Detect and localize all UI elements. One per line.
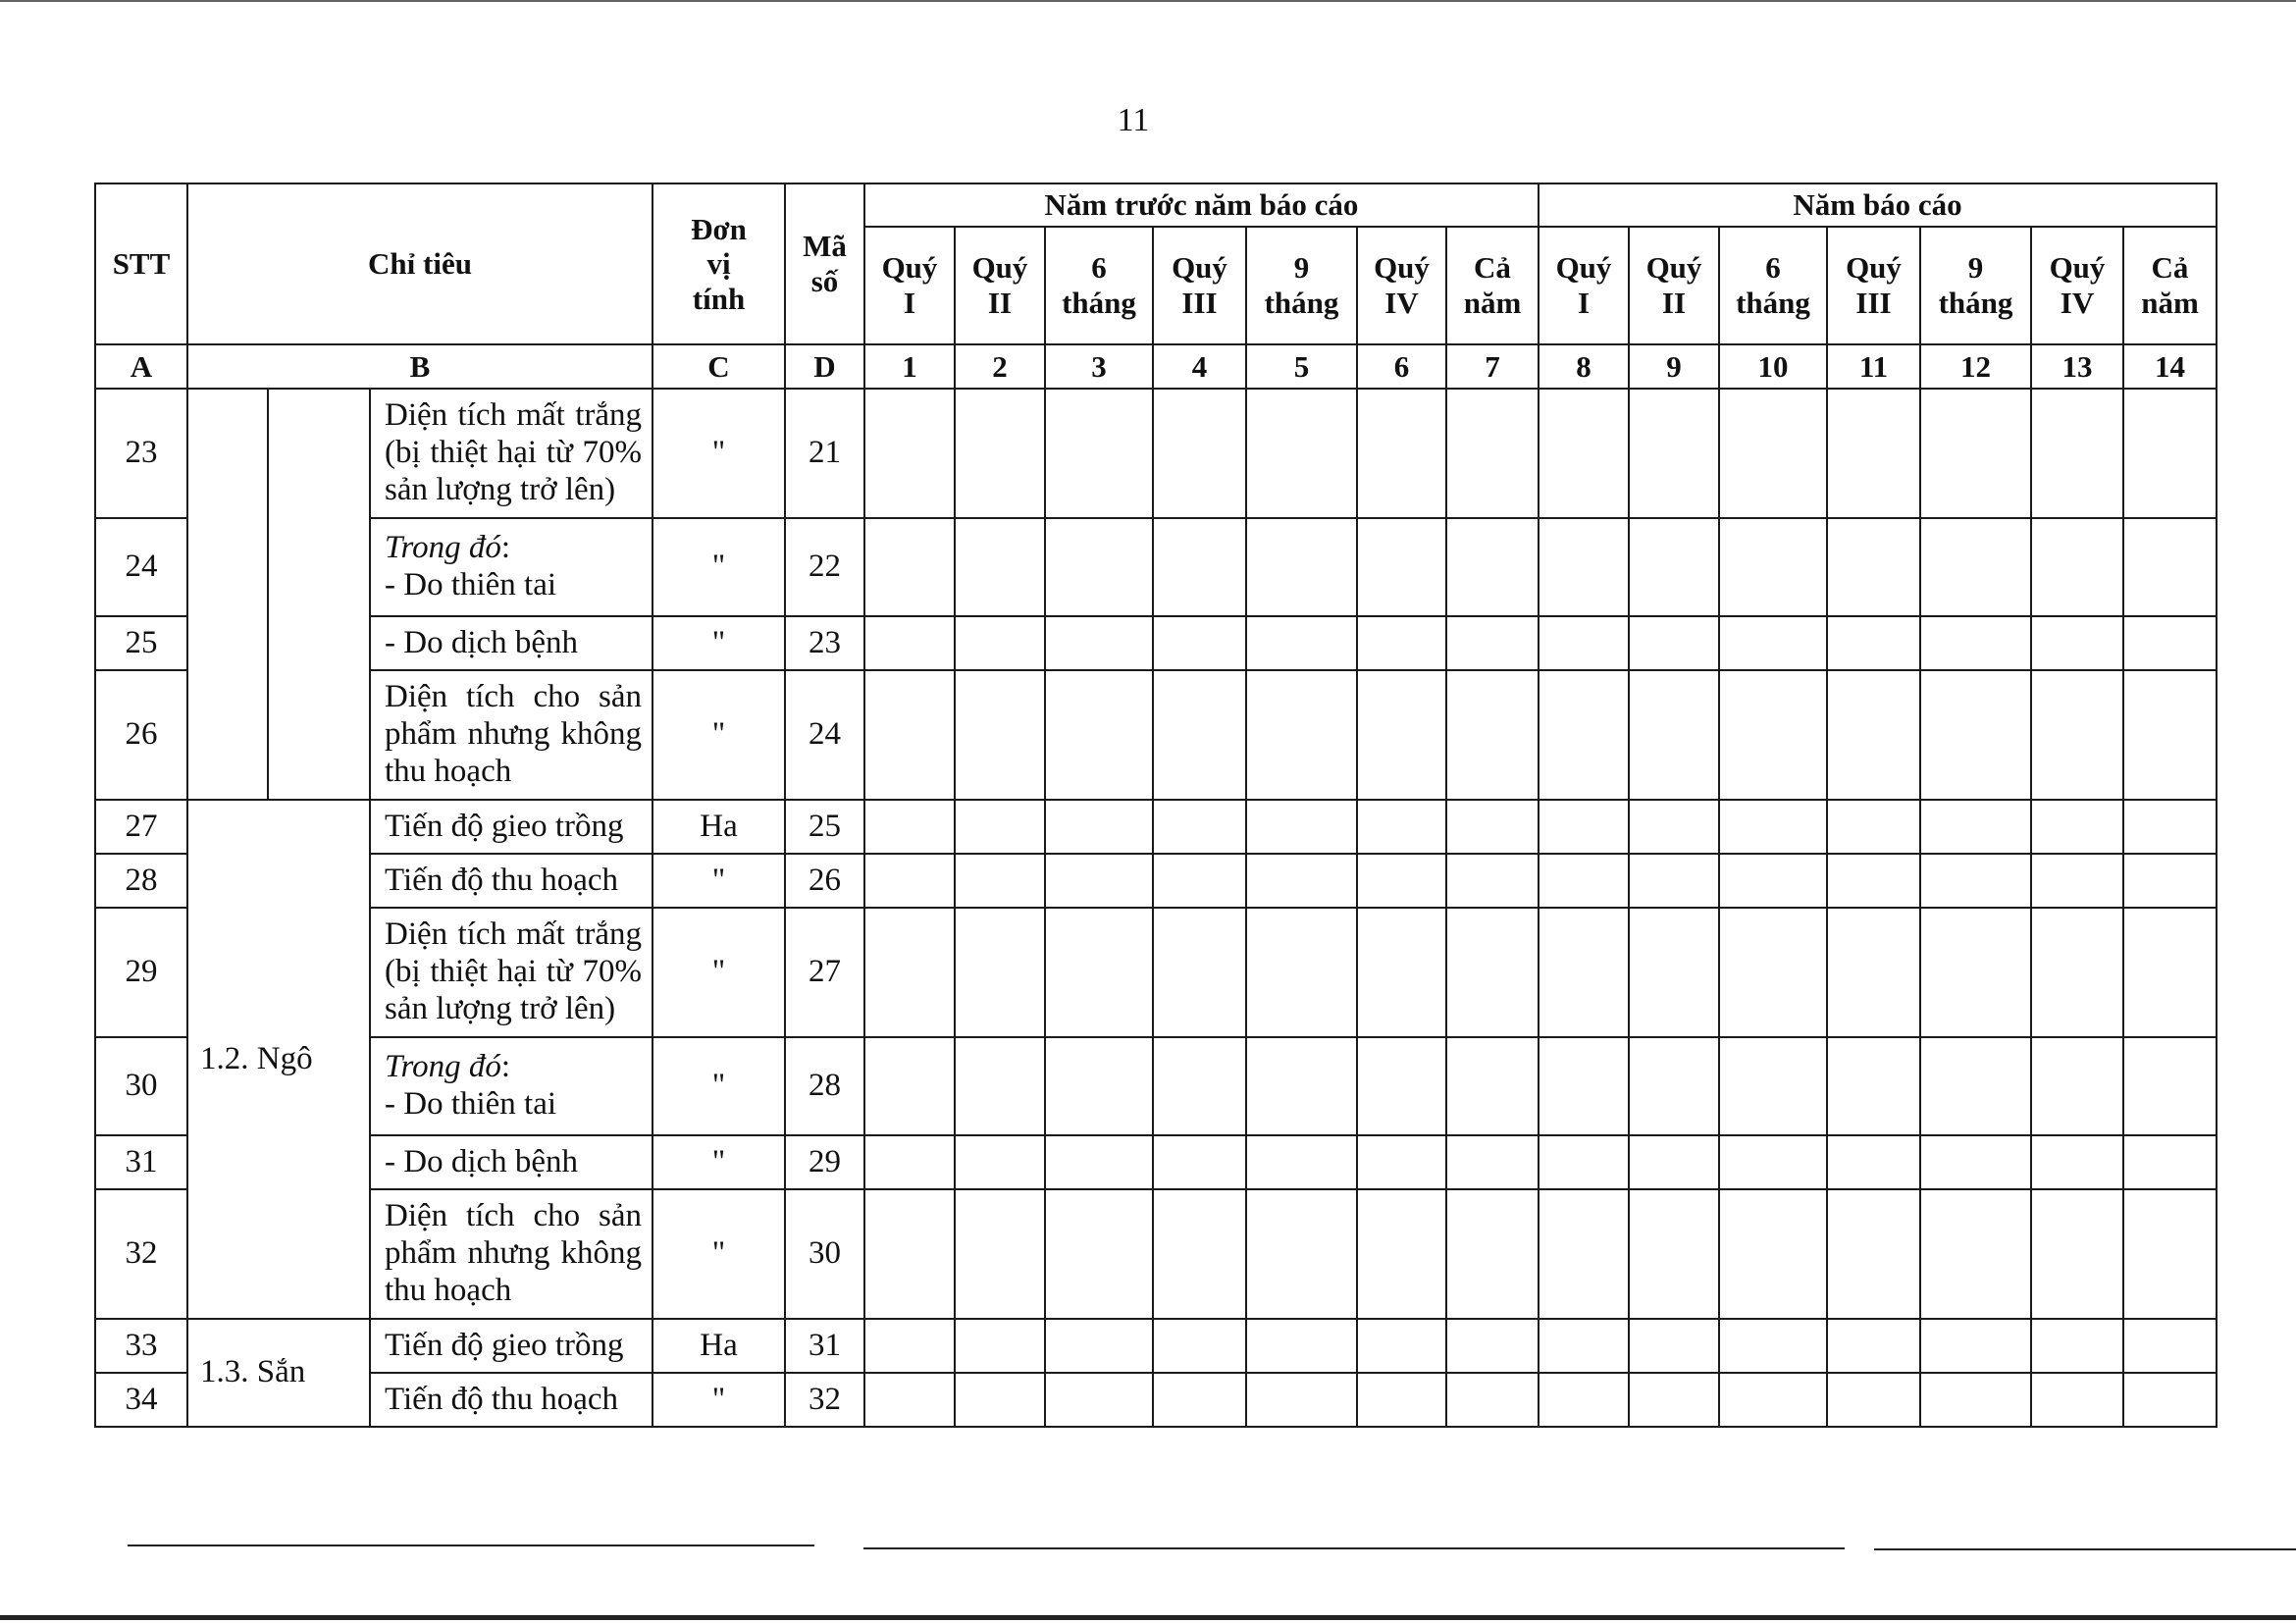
row-description: Tiến độ gieo trồng bbox=[370, 800, 652, 854]
value-cell bbox=[1920, 800, 2031, 854]
table-row bbox=[95, 1135, 2217, 1189]
table-row bbox=[95, 518, 2217, 616]
value-cell bbox=[864, 1319, 955, 1373]
column-code: B bbox=[187, 344, 652, 389]
value-cell bbox=[2031, 800, 2123, 854]
period-header: Cả năm bbox=[1446, 227, 1539, 344]
row-description-punct: : bbox=[500, 530, 511, 566]
value-cell bbox=[2031, 1189, 2123, 1319]
scan-edge-line bbox=[1874, 1548, 2296, 1550]
header-chi-tieu: Chỉ tiêu bbox=[187, 183, 652, 344]
column-number: 1 bbox=[864, 344, 955, 389]
table-row bbox=[95, 1037, 2217, 1135]
value-cell bbox=[1719, 616, 1827, 670]
value-cell bbox=[1539, 518, 1629, 616]
column-number: 2 bbox=[955, 344, 1045, 389]
value-cell bbox=[1446, 1037, 1539, 1135]
value-cell bbox=[1246, 616, 1357, 670]
value-cell bbox=[1357, 908, 1446, 1037]
column-number: 10 bbox=[1719, 344, 1827, 389]
value-cell bbox=[1827, 1189, 1920, 1319]
value-cell bbox=[1629, 1037, 1719, 1135]
value-cell bbox=[1045, 1037, 1153, 1135]
value-cell bbox=[1446, 389, 1539, 518]
value-cell bbox=[1246, 908, 1357, 1037]
value-cell bbox=[864, 616, 955, 670]
value-cell bbox=[2123, 389, 2217, 518]
column-number: 8 bbox=[1539, 344, 1629, 389]
value-cell bbox=[1827, 670, 1920, 800]
column-number: 3 bbox=[1045, 344, 1153, 389]
row-description bbox=[370, 1037, 652, 1135]
value-cell bbox=[955, 1319, 1045, 1373]
value-cell bbox=[955, 670, 1045, 800]
value-cell bbox=[2123, 1189, 2217, 1319]
value-cell bbox=[864, 518, 955, 616]
value-cell bbox=[1827, 908, 1920, 1037]
value-cell bbox=[1246, 670, 1357, 800]
row-stt: 27 bbox=[95, 800, 187, 854]
value-cell bbox=[1629, 1135, 1719, 1189]
value-cell bbox=[1246, 1189, 1357, 1319]
value-cell bbox=[1246, 1373, 1357, 1427]
row-description-emphasis: Trong đó bbox=[385, 1049, 501, 1085]
row-description: Diện tích cho sản phẩm nhưng không thu hoạch bbox=[370, 670, 652, 800]
value-cell bbox=[2123, 670, 2217, 800]
row-unit: " bbox=[652, 1189, 785, 1319]
value-cell bbox=[1246, 389, 1357, 518]
value-cell bbox=[1446, 518, 1539, 616]
header-ma-so: Mã số bbox=[785, 183, 864, 344]
table-row bbox=[95, 1189, 2217, 1319]
value-cell bbox=[2123, 1037, 2217, 1135]
column-number: 14 bbox=[2123, 344, 2217, 389]
value-cell bbox=[864, 800, 955, 854]
value-cell bbox=[1045, 908, 1153, 1037]
value-cell bbox=[2123, 616, 2217, 670]
group-label-ngo: 1.2. Ngô bbox=[187, 800, 370, 1319]
value-cell bbox=[1153, 908, 1246, 1037]
value-cell bbox=[1246, 1135, 1357, 1189]
value-cell bbox=[1246, 1319, 1357, 1373]
value-cell bbox=[1446, 1135, 1539, 1189]
value-cell bbox=[1153, 1037, 1246, 1135]
value-cell bbox=[1827, 616, 1920, 670]
row-stt: 33 bbox=[95, 1319, 187, 1373]
value-cell bbox=[1920, 670, 2031, 800]
value-cell bbox=[2031, 1373, 2123, 1427]
value-cell bbox=[1920, 1037, 2031, 1135]
value-cell bbox=[1719, 1037, 1827, 1135]
value-cell bbox=[2123, 1319, 2217, 1373]
value-cell bbox=[955, 854, 1045, 908]
value-cell bbox=[1539, 1037, 1629, 1135]
value-cell bbox=[1153, 616, 1246, 670]
period-header: Quý III bbox=[1153, 227, 1246, 344]
value-cell bbox=[1446, 1373, 1539, 1427]
value-cell bbox=[955, 1189, 1045, 1319]
period-header: Quý IV bbox=[2031, 227, 2123, 344]
value-cell bbox=[1357, 1135, 1446, 1189]
row-stt: 23 bbox=[95, 389, 187, 518]
header-report-year: Năm báo cáo bbox=[1539, 183, 2217, 227]
period-header: 9 tháng bbox=[1920, 227, 2031, 344]
value-cell bbox=[955, 800, 1045, 854]
column-number: 9 bbox=[1629, 344, 1719, 389]
value-cell bbox=[1246, 1037, 1357, 1135]
row-code: 27 bbox=[785, 908, 864, 1037]
subgroup-cell-empty bbox=[268, 389, 370, 800]
period-header: Cả năm bbox=[2123, 227, 2217, 344]
value-cell bbox=[1719, 1319, 1827, 1373]
value-cell bbox=[1920, 1189, 2031, 1319]
value-cell bbox=[864, 1373, 955, 1427]
row-unit: " bbox=[652, 908, 785, 1037]
row-description-line2: - Do thiên tai bbox=[385, 567, 557, 602]
value-cell bbox=[1920, 518, 2031, 616]
value-cell bbox=[1045, 670, 1153, 800]
scan-edge-line bbox=[0, 0, 2296, 2]
row-unit: Ha bbox=[652, 800, 785, 854]
row-stt: 31 bbox=[95, 1135, 187, 1189]
value-cell bbox=[1629, 1319, 1719, 1373]
period-header: 9 tháng bbox=[1246, 227, 1357, 344]
value-cell bbox=[2031, 1135, 2123, 1189]
column-number: 4 bbox=[1153, 344, 1246, 389]
column-number: 6 bbox=[1357, 344, 1446, 389]
value-cell bbox=[1153, 518, 1246, 616]
value-cell bbox=[1153, 1319, 1246, 1373]
row-unit: " bbox=[652, 670, 785, 800]
value-cell bbox=[1357, 1319, 1446, 1373]
value-cell bbox=[1827, 800, 1920, 854]
value-cell bbox=[1446, 800, 1539, 854]
value-cell bbox=[1357, 670, 1446, 800]
value-cell bbox=[1357, 616, 1446, 670]
value-cell bbox=[1153, 389, 1246, 518]
value-cell bbox=[955, 1373, 1045, 1427]
value-cell bbox=[1446, 908, 1539, 1037]
column-code: D bbox=[785, 344, 864, 389]
row-description: Diện tích mất trắng (bị thiệt hại từ 70% sản lượng trở lên) bbox=[370, 908, 652, 1037]
row-stt: 32 bbox=[95, 1189, 187, 1319]
row-unit: " bbox=[652, 1373, 785, 1427]
row-description: Diện tích cho sản phẩm nhưng không thu hoạch bbox=[370, 1189, 652, 1319]
row-unit: " bbox=[652, 1037, 785, 1135]
value-cell bbox=[1920, 1319, 2031, 1373]
row-description-emphasis: Trong đó bbox=[385, 530, 501, 566]
value-cell bbox=[955, 389, 1045, 518]
column-code: A bbox=[95, 344, 187, 389]
value-cell bbox=[2123, 908, 2217, 1037]
table-row bbox=[95, 1373, 2217, 1427]
value-cell bbox=[1357, 1189, 1446, 1319]
value-cell bbox=[1539, 616, 1629, 670]
value-cell bbox=[1719, 908, 1827, 1037]
column-number: 5 bbox=[1246, 344, 1357, 389]
period-header: Quý I bbox=[864, 227, 955, 344]
value-cell bbox=[1357, 1037, 1446, 1135]
row-code: 29 bbox=[785, 1135, 864, 1189]
value-cell bbox=[2031, 389, 2123, 518]
value-cell bbox=[1153, 1373, 1246, 1427]
value-cell bbox=[1045, 518, 1153, 616]
value-cell bbox=[1539, 1319, 1629, 1373]
group-label-san: 1.3. Sắn bbox=[187, 1319, 370, 1427]
row-description: - Do dịch bệnh bbox=[370, 616, 652, 670]
value-cell bbox=[864, 389, 955, 518]
table-row bbox=[95, 800, 2217, 854]
table-row bbox=[95, 616, 2217, 670]
column-number: 7 bbox=[1446, 344, 1539, 389]
value-cell bbox=[1719, 518, 1827, 616]
value-cell bbox=[1920, 1373, 2031, 1427]
value-cell bbox=[1446, 1189, 1539, 1319]
value-cell bbox=[1719, 670, 1827, 800]
value-cell bbox=[2123, 800, 2217, 854]
value-cell bbox=[1629, 908, 1719, 1037]
value-cell bbox=[2123, 854, 2217, 908]
row-unit: " bbox=[652, 854, 785, 908]
value-cell bbox=[1827, 1135, 1920, 1189]
row-code: 21 bbox=[785, 389, 864, 518]
column-number: 13 bbox=[2031, 344, 2123, 389]
value-cell bbox=[2031, 1319, 2123, 1373]
value-cell bbox=[2123, 1135, 2217, 1189]
value-cell bbox=[1827, 1373, 1920, 1427]
row-code: 31 bbox=[785, 1319, 864, 1373]
value-cell bbox=[1539, 854, 1629, 908]
value-cell bbox=[1629, 518, 1719, 616]
value-cell bbox=[1357, 1373, 1446, 1427]
value-cell bbox=[1539, 800, 1629, 854]
value-cell bbox=[1446, 854, 1539, 908]
value-cell bbox=[1045, 616, 1153, 670]
row-description: - Do dịch bệnh bbox=[370, 1135, 652, 1189]
value-cell bbox=[955, 908, 1045, 1037]
value-cell bbox=[1539, 1373, 1629, 1427]
period-header: 6 tháng bbox=[1719, 227, 1827, 344]
table-row bbox=[95, 670, 2217, 800]
value-cell bbox=[1539, 908, 1629, 1037]
row-description: Tiến độ thu hoạch bbox=[370, 1373, 652, 1427]
value-cell bbox=[1045, 1135, 1153, 1189]
row-code: 32 bbox=[785, 1373, 864, 1427]
row-unit: " bbox=[652, 518, 785, 616]
row-description bbox=[370, 518, 652, 616]
value-cell bbox=[1920, 854, 2031, 908]
value-cell bbox=[2123, 518, 2217, 616]
value-cell bbox=[2031, 670, 2123, 800]
row-description-line2: - Do thiên tai bbox=[385, 1086, 557, 1122]
value-cell bbox=[1920, 616, 2031, 670]
period-header: Quý II bbox=[955, 227, 1045, 344]
value-cell bbox=[1629, 616, 1719, 670]
row-code: 23 bbox=[785, 616, 864, 670]
value-cell bbox=[1045, 1189, 1153, 1319]
value-cell bbox=[1539, 1135, 1629, 1189]
value-cell bbox=[2031, 1037, 2123, 1135]
value-cell bbox=[1045, 1319, 1153, 1373]
row-description: Tiến độ thu hoạch bbox=[370, 854, 652, 908]
value-cell bbox=[2031, 616, 2123, 670]
value-cell bbox=[1539, 389, 1629, 518]
value-cell bbox=[1153, 1135, 1246, 1189]
value-cell bbox=[1153, 800, 1246, 854]
value-cell bbox=[2123, 1373, 2217, 1427]
value-cell bbox=[1446, 616, 1539, 670]
value-cell bbox=[1246, 518, 1357, 616]
table-row bbox=[95, 908, 2217, 1037]
value-cell bbox=[864, 1135, 955, 1189]
row-code: 30 bbox=[785, 1189, 864, 1319]
value-cell bbox=[1920, 908, 2031, 1037]
value-cell bbox=[1045, 1373, 1153, 1427]
value-cell bbox=[1357, 800, 1446, 854]
row-stt: 29 bbox=[95, 908, 187, 1037]
value-cell bbox=[1629, 670, 1719, 800]
row-description-punct: : bbox=[500, 1049, 511, 1085]
header-don-vi-tinh: Đơn vị tính bbox=[652, 183, 785, 344]
row-code: 25 bbox=[785, 800, 864, 854]
value-cell bbox=[1920, 1135, 2031, 1189]
scan-edge-line bbox=[863, 1547, 1845, 1549]
value-cell bbox=[864, 670, 955, 800]
value-cell bbox=[1539, 1189, 1629, 1319]
row-code: 26 bbox=[785, 854, 864, 908]
row-stt: 30 bbox=[95, 1037, 187, 1135]
table-row bbox=[95, 1319, 2217, 1373]
value-cell bbox=[1719, 800, 1827, 854]
value-cell bbox=[1153, 854, 1246, 908]
value-cell bbox=[1719, 854, 1827, 908]
row-stt: 28 bbox=[95, 854, 187, 908]
value-cell bbox=[955, 518, 1045, 616]
value-cell bbox=[1629, 800, 1719, 854]
column-code-row bbox=[95, 344, 2217, 389]
value-cell bbox=[1827, 1037, 1920, 1135]
row-stt: 26 bbox=[95, 670, 187, 800]
value-cell bbox=[955, 1037, 1045, 1135]
value-cell bbox=[1446, 670, 1539, 800]
value-cell bbox=[1153, 1189, 1246, 1319]
value-cell bbox=[864, 908, 955, 1037]
scan-edge-line bbox=[0, 1615, 2296, 1620]
column-number: 12 bbox=[1920, 344, 2031, 389]
value-cell bbox=[1920, 389, 2031, 518]
value-cell bbox=[1719, 1373, 1827, 1427]
column-code: C bbox=[652, 344, 785, 389]
row-stt: 24 bbox=[95, 518, 187, 616]
value-cell bbox=[1246, 854, 1357, 908]
table-row bbox=[95, 389, 2217, 518]
value-cell bbox=[2031, 908, 2123, 1037]
value-cell bbox=[955, 1135, 1045, 1189]
value-cell bbox=[1045, 389, 1153, 518]
statistics-table bbox=[94, 183, 2218, 1428]
value-cell bbox=[1827, 518, 1920, 616]
value-cell bbox=[1827, 389, 1920, 518]
value-cell bbox=[1357, 854, 1446, 908]
period-header: 6 tháng bbox=[1045, 227, 1153, 344]
value-cell bbox=[1719, 389, 1827, 518]
value-cell bbox=[1629, 1189, 1719, 1319]
period-header: Quý II bbox=[1629, 227, 1719, 344]
value-cell bbox=[955, 616, 1045, 670]
header-stt: STT bbox=[95, 183, 187, 344]
row-unit: Ha bbox=[652, 1319, 785, 1373]
value-cell bbox=[1629, 389, 1719, 518]
value-cell bbox=[1629, 1373, 1719, 1427]
value-cell bbox=[864, 1037, 955, 1135]
value-cell bbox=[1629, 854, 1719, 908]
value-cell bbox=[1446, 1319, 1539, 1373]
value-cell bbox=[1357, 389, 1446, 518]
value-cell bbox=[1246, 800, 1357, 854]
value-cell bbox=[1045, 800, 1153, 854]
period-header: Quý III bbox=[1827, 227, 1920, 344]
row-description: Tiến độ gieo trồng bbox=[370, 1319, 652, 1373]
value-cell bbox=[1357, 518, 1446, 616]
value-cell bbox=[864, 854, 955, 908]
row-description: Diện tích mất trắng (bị thiệt hại từ 70% sản lượng trở lên) bbox=[370, 389, 652, 518]
row-stt: 34 bbox=[95, 1373, 187, 1427]
table-row bbox=[95, 854, 2217, 908]
value-cell bbox=[1539, 670, 1629, 800]
value-cell bbox=[2031, 518, 2123, 616]
period-header: Quý I bbox=[1539, 227, 1629, 344]
value-cell bbox=[1719, 1135, 1827, 1189]
scan-edge-line bbox=[128, 1544, 814, 1546]
value-cell bbox=[1719, 1189, 1827, 1319]
header-prev-year: Năm trước năm báo cáo bbox=[864, 183, 1539, 227]
value-cell bbox=[2031, 854, 2123, 908]
row-code: 22 bbox=[785, 518, 864, 616]
value-cell bbox=[1827, 854, 1920, 908]
period-header: Quý IV bbox=[1357, 227, 1446, 344]
row-code: 24 bbox=[785, 670, 864, 800]
row-stt: 25 bbox=[95, 616, 187, 670]
column-number: 11 bbox=[1827, 344, 1920, 389]
page-number: 11 bbox=[1117, 102, 1150, 138]
row-unit: " bbox=[652, 616, 785, 670]
row-unit: " bbox=[652, 1135, 785, 1189]
row-unit: " bbox=[652, 389, 785, 518]
value-cell bbox=[864, 1189, 955, 1319]
value-cell bbox=[1827, 1319, 1920, 1373]
row-code: 28 bbox=[785, 1037, 864, 1135]
group-cell-empty bbox=[187, 389, 268, 800]
value-cell bbox=[1045, 854, 1153, 908]
value-cell bbox=[1153, 670, 1246, 800]
